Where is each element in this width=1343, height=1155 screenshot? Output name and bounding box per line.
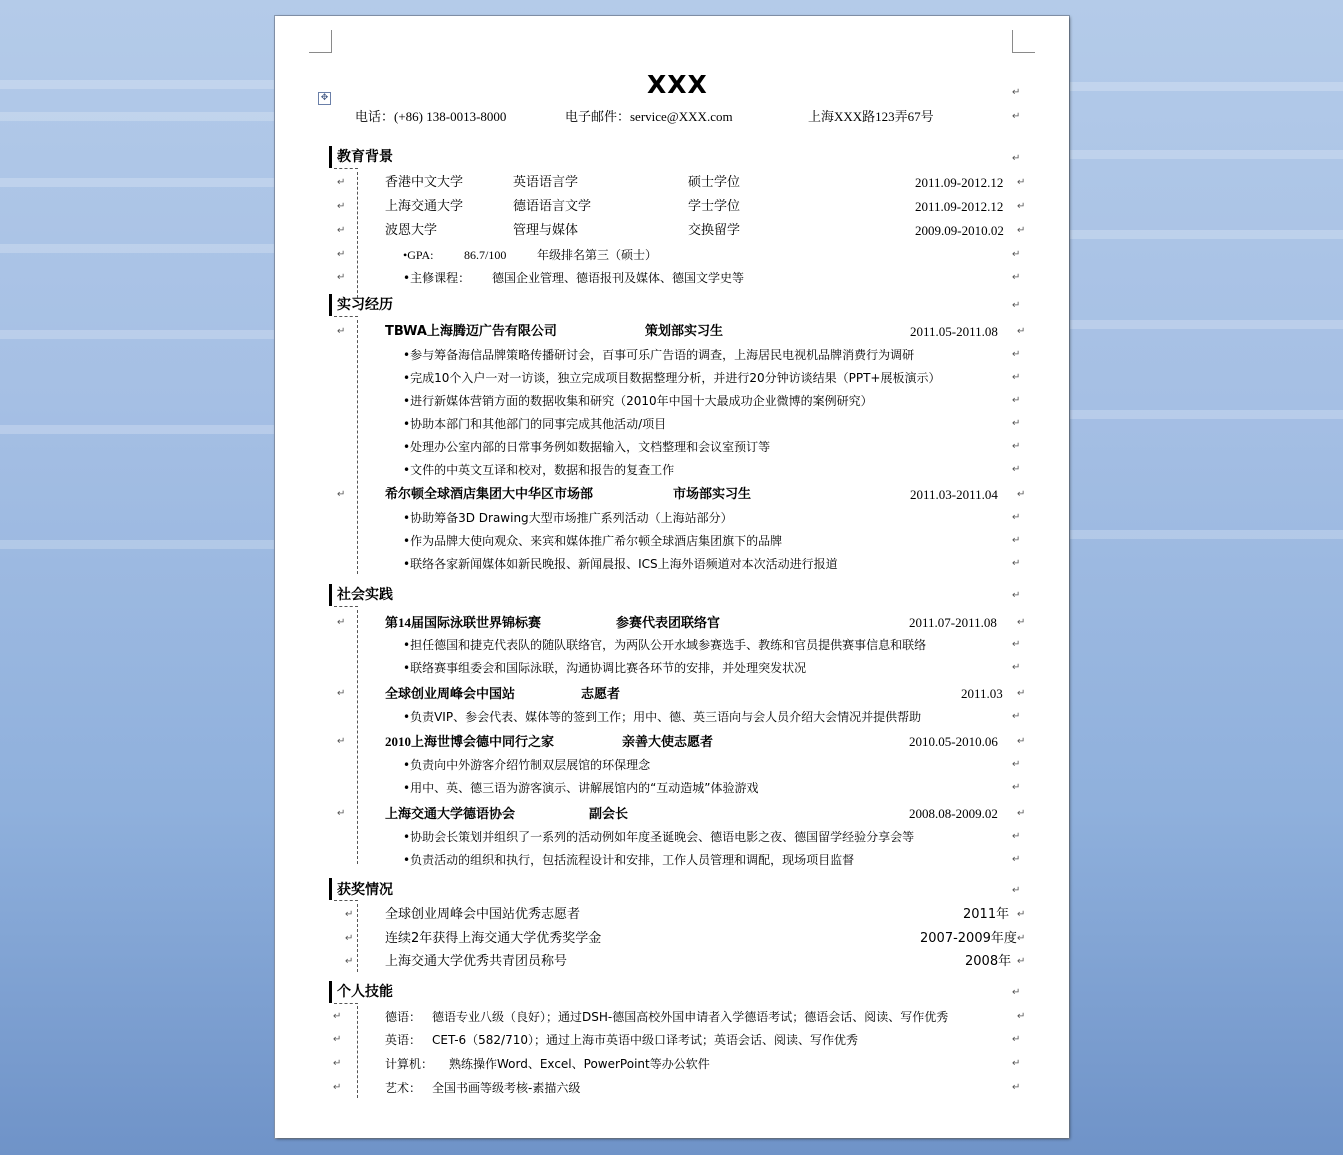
table-border — [334, 316, 358, 317]
cell-mark-icon: ↵ — [337, 808, 346, 819]
edu-major: 管理与媒体 — [513, 223, 579, 238]
social-bullet: •担任德国和捷克代表队的随队联络官，为两队公开水域参赛选手、教练和官员提供赛事信息和联络 — [403, 638, 927, 652]
paragraph-mark-icon: ↵ — [1012, 782, 1021, 793]
gpa-label: •GPA: — [403, 248, 434, 262]
section-title-internship: 实习经历 — [337, 298, 393, 313]
paragraph-mark-icon: ↵ — [1012, 535, 1021, 546]
table-border — [357, 904, 358, 972]
table-border — [357, 1006, 358, 1098]
cell-mark-icon: ↵ — [337, 249, 346, 260]
paragraph-mark-icon: ↵ — [1017, 617, 1026, 628]
table-border — [334, 168, 358, 169]
paragraph-mark-icon: ↵ — [1012, 272, 1021, 283]
social-org: 2010上海世博会德中同行之家 — [385, 734, 555, 749]
cell-mark-icon: ↵ — [345, 933, 354, 944]
cell-mark-icon: ↵ — [333, 1034, 342, 1045]
section-bar — [329, 878, 332, 900]
edu-date: 2011.09-2012.12 — [915, 199, 1004, 214]
cell-mark-icon: ↵ — [345, 909, 354, 920]
section-title-skills: 个人技能 — [337, 985, 393, 1000]
contact-address: 上海XXX路123弄67号 — [808, 109, 934, 124]
social-date: 2011.07-2011.08 — [909, 615, 997, 630]
table-border — [357, 320, 358, 574]
award-name: 全球创业周峰会中国站优秀志愿者 — [385, 907, 581, 922]
social-org: 全球创业周峰会中国站 — [385, 686, 516, 701]
award-date: 2011年 — [963, 907, 1010, 922]
paragraph-mark-icon: ↵ — [1012, 831, 1021, 842]
cell-mark-icon: ↵ — [337, 177, 346, 188]
skill-label: 计算机： — [385, 1057, 434, 1071]
contact-phone: 电话：(+86) 138-0013-8000 — [355, 109, 507, 124]
social-bullet: •协助会长策划并组织了一系列的活动例如年度圣诞晚会、德语电影之夜、德国留学经验分享会等 — [403, 830, 915, 844]
cell-mark-icon: ↵ — [337, 617, 346, 628]
skill-label: 艺术： — [385, 1081, 422, 1095]
courses-label: •主修课程： — [403, 271, 471, 285]
paragraph-mark-icon: ↵ — [1017, 933, 1026, 944]
social-role: 亲善大使志愿者 — [622, 734, 714, 749]
paragraph-mark-icon: ↵ — [1012, 1082, 1021, 1093]
paragraph-mark-icon: ↵ — [1017, 808, 1026, 819]
paragraph-mark-icon: ↵ — [1012, 153, 1021, 164]
document-page[interactable] — [275, 16, 1069, 1138]
cell-mark-icon: ↵ — [337, 326, 346, 337]
paragraph-mark-icon: ↵ — [1012, 464, 1021, 475]
social-bullet: •负责向中外游客介绍竹制双层展馆的环保理念 — [403, 758, 651, 772]
edu-date: 2011.09-2012.12 — [915, 175, 1004, 190]
paragraph-mark-icon: ↵ — [1017, 1011, 1026, 1022]
paragraph-mark-icon: ↵ — [1012, 759, 1021, 770]
social-date: 2011.03 — [961, 686, 1003, 701]
intern-date: 2011.05-2011.08 — [910, 324, 998, 339]
edu-school: 波恩大学 — [385, 223, 438, 238]
skill-value: 全国书画等级考核-素描六级 — [432, 1081, 581, 1095]
table-border — [357, 172, 358, 298]
section-bar — [329, 584, 332, 606]
paragraph-mark-icon: ↵ — [1012, 662, 1021, 673]
cell-mark-icon: ↵ — [337, 272, 346, 283]
edu-school: 上海交通大学 — [385, 199, 464, 214]
paragraph-mark-icon: ↵ — [1012, 372, 1021, 383]
intern-company: TBWA上海腾迈广告有限公司 — [385, 324, 557, 339]
intern-bullet: •文件的中英文互译和校对，数据和报告的复查工作 — [403, 463, 675, 477]
edu-degree: 学士学位 — [688, 199, 741, 214]
social-bullet: •负责VIP、参会代表、媒体等的签到工作；用中、德、英三语向与会人员介绍大会情况并提供帮助 — [403, 710, 922, 724]
cell-mark-icon: ↵ — [333, 1058, 342, 1069]
intern-bullet: •联络各家新闻媒体如新民晚报、新闻晨报、ICS上海外语频道对本次活动进行报道 — [403, 557, 838, 571]
gpa-value: 86.7/100 — [464, 248, 507, 262]
cell-mark-icon: ↵ — [333, 1011, 342, 1022]
social-role: 志愿者 — [581, 686, 621, 701]
cell-mark-icon: ↵ — [337, 201, 346, 212]
section-bar — [329, 294, 332, 316]
paragraph-mark-icon: ↵ — [1017, 177, 1026, 188]
contact-email: 电子邮件：service@XXX.com — [565, 109, 733, 124]
paragraph-mark-icon: ↵ — [1017, 909, 1026, 920]
paragraph-mark-icon: ↵ — [1012, 987, 1021, 998]
paragraph-mark-icon: ↵ — [1012, 441, 1021, 452]
resume-name: XXX — [647, 70, 708, 99]
skill-label: 英语： — [385, 1033, 422, 1047]
skill-value: 熟练操作Word、Excel、PowerPoint等办公软件 — [449, 1057, 710, 1071]
paragraph-mark-icon: ↵ — [1012, 1058, 1021, 1069]
paragraph-mark-icon: ↵ — [1012, 349, 1021, 360]
paragraph-mark-icon: ↵ — [1017, 956, 1026, 967]
paragraph-mark-icon: ↵ — [1017, 736, 1026, 747]
paragraph-mark-icon: ↵ — [1017, 201, 1026, 212]
intern-bullet: •进行新媒体营销方面的数据收集和研究（2010年中国十大最成功企业微博的案例研究） — [403, 394, 873, 408]
paragraph-mark-icon: ↵ — [1017, 688, 1026, 699]
intern-bullet: •协助本部门和其他部门的同事完成其他活动/项目 — [403, 417, 667, 431]
intern-date: 2011.03-2011.04 — [910, 487, 998, 502]
paragraph-mark-icon: ↵ — [1012, 512, 1021, 523]
paragraph-mark-icon: ↵ — [1012, 1034, 1021, 1045]
margin-corner-top-left — [309, 30, 332, 53]
social-date: 2010.05-2010.06 — [909, 734, 998, 749]
paragraph-mark-icon: ↵ — [1017, 489, 1026, 500]
intern-bullet: •完成10个入户一对一访谈，独立完成项目数据整理分析，并进行20分钟访谈结果（PPT+展板演示） — [403, 371, 941, 385]
cell-mark-icon: ↵ — [333, 1082, 342, 1093]
social-bullet: •联络赛事组委会和国际泳联，沟通协调比赛各环节的安排，并处理突发状况 — [403, 661, 807, 675]
award-name: 上海交通大学优秀共青团员称号 — [385, 954, 568, 969]
intern-bullet: •作为品牌大使向观众、来宾和媒体推广希尔顿全球酒店集团旗下的品牌 — [403, 534, 783, 548]
paragraph-mark-icon: ↵ — [1012, 885, 1021, 896]
edu-date: 2009.09-2010.02 — [915, 223, 1004, 238]
paragraph-mark-icon: ↵ — [1012, 249, 1021, 260]
social-org: 第14届国际泳联世界锦标赛 — [385, 615, 542, 630]
edu-major: 英语语言学 — [513, 175, 579, 190]
section-title-social: 社会实践 — [337, 588, 393, 603]
table-move-handle-icon[interactable]: ✥ — [318, 92, 331, 105]
skill-label: 德语： — [385, 1010, 422, 1024]
paragraph-mark-icon: ↵ — [1012, 87, 1021, 98]
paragraph-mark-icon: ↵ — [1012, 854, 1021, 865]
intern-role: 策划部实习生 — [645, 324, 724, 339]
cell-mark-icon: ↵ — [337, 489, 346, 500]
paragraph-mark-icon: ↵ — [1017, 326, 1026, 337]
paragraph-mark-icon: ↵ — [1012, 111, 1021, 122]
social-bullet: •用中、英、德三语为游客演示、讲解展馆内的“互动造城”体验游戏 — [403, 781, 759, 795]
award-date: 2007-2009年度 — [920, 931, 1017, 946]
paragraph-mark-icon: ↵ — [1012, 395, 1021, 406]
skill-value: 德语专业八级（良好）；通过DSH-德国高校外国申请者入学德语考试；德语会话、阅读、写作优秀 — [432, 1010, 949, 1024]
edu-degree: 硕士学位 — [688, 175, 741, 190]
section-title-education: 教育背景 — [337, 150, 393, 165]
paragraph-mark-icon: ↵ — [1012, 639, 1021, 650]
edu-major: 德语语言文学 — [513, 199, 592, 214]
paragraph-mark-icon: ↵ — [1012, 300, 1021, 311]
intern-bullet: •处理办公室内部的日常事务例如数据输入，文档整理和会议室预订等 — [403, 440, 771, 454]
edu-degree: 交换留学 — [688, 223, 741, 238]
cell-mark-icon: ↵ — [337, 736, 346, 747]
edu-school: 香港中文大学 — [385, 175, 464, 190]
section-title-awards: 获奖情况 — [337, 883, 393, 898]
social-bullet: •负责活动的组织和执行，包括流程设计和安排，工作人员管理和调配，现场项目监督 — [403, 853, 855, 867]
intern-role: 市场部实习生 — [673, 487, 752, 502]
social-role: 副会长 — [589, 806, 629, 821]
social-date: 2008.08-2009.02 — [909, 806, 998, 821]
table-border — [334, 606, 358, 607]
table-border — [334, 900, 358, 901]
paragraph-mark-icon: ↵ — [1012, 418, 1021, 429]
section-bar — [329, 146, 332, 168]
gpa-rank: 年级排名第三（硕士） — [537, 248, 658, 262]
paragraph-mark-icon: ↵ — [1017, 225, 1026, 236]
award-name: 连续2年获得上海交通大学优秀奖学金 — [385, 931, 602, 946]
paragraph-mark-icon: ↵ — [1012, 711, 1021, 722]
intern-company: 希尔顿全球酒店集团大中华区市场部 — [385, 487, 594, 502]
table-border — [334, 1003, 358, 1004]
cell-mark-icon: ↵ — [345, 956, 354, 967]
social-role: 参赛代表团联络官 — [616, 615, 721, 630]
skill-value: CET-6（582/710）；通过上海市英语中级口译考试；英语会话、阅读、写作优秀 — [432, 1033, 859, 1047]
table-border — [357, 610, 358, 864]
intern-bullet: •参与筹备海信品牌策略传播研讨会，百事可乐广告语的调查，上海居民电视机品牌消费行为调研 — [403, 348, 915, 362]
award-date: 2008年 — [965, 954, 1012, 969]
section-bar — [329, 981, 332, 1003]
paragraph-mark-icon: ↵ — [1012, 590, 1021, 601]
intern-bullet: •协助筹备3D Drawing大型市场推广系列活动（上海站部分） — [403, 511, 733, 525]
social-org: 上海交通大学德语协会 — [385, 806, 516, 821]
cell-mark-icon: ↵ — [337, 688, 346, 699]
courses-value: 德国企业管理、德语报刊及媒体、德国文学史等 — [492, 271, 745, 285]
paragraph-mark-icon: ↵ — [1012, 558, 1021, 569]
cell-mark-icon: ↵ — [337, 225, 346, 236]
margin-corner-top-right — [1012, 30, 1035, 53]
